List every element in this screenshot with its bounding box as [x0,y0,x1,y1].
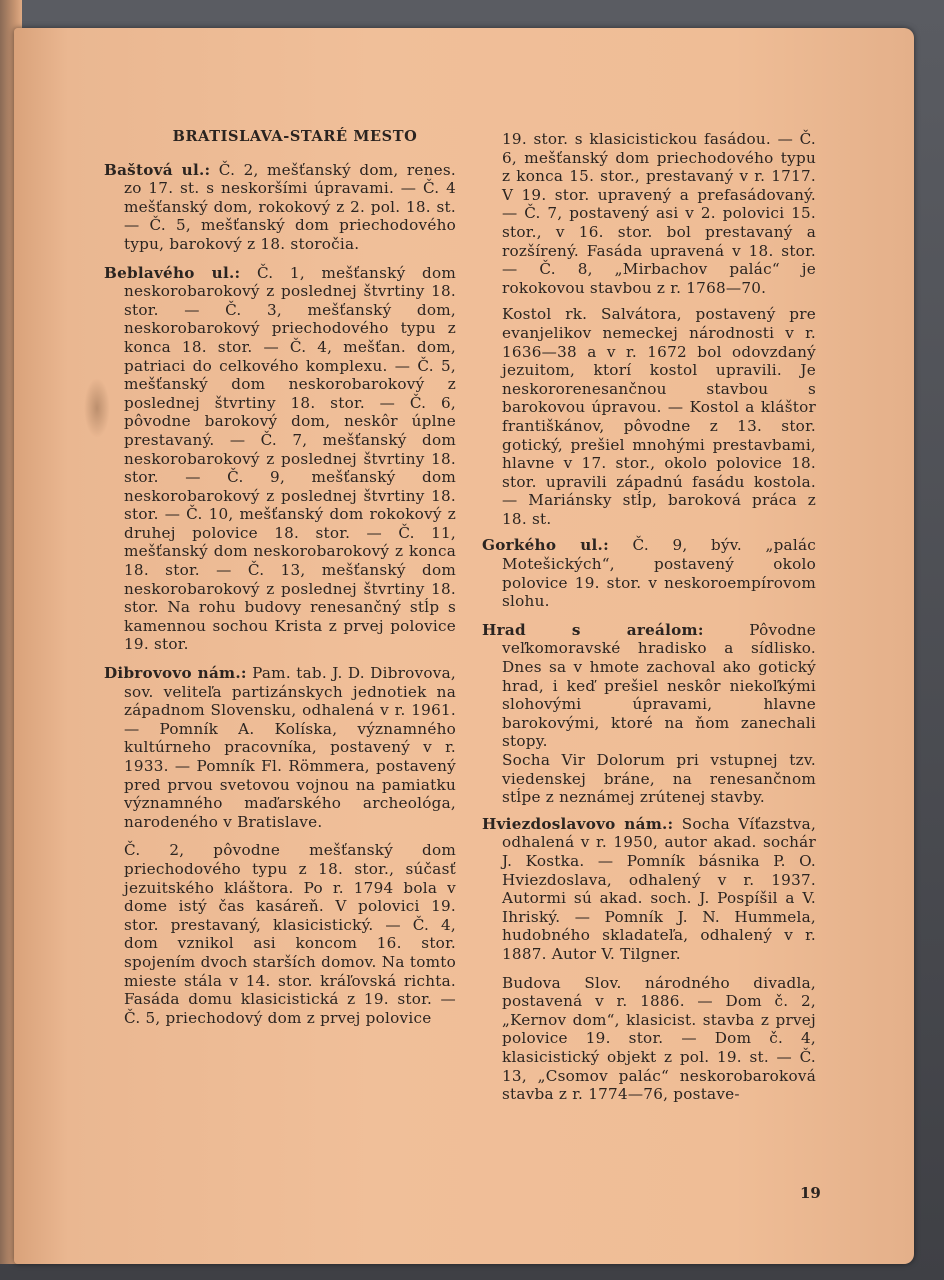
entry-hrad [482,621,816,751]
entry-term: Beblavého ul.: [104,263,241,282]
entry-hviezdoslavovo [482,815,816,964]
entry-text: Socha Víťazstva, odhalená v r. 1950, autor akad. sochár J. Kostka. — Pomník básnika P. O. Hviezdoslava, odhalený v r. 1937. Autormi sú akad. soch. J. Pospíšil a V. Ihriský. — Pomník J. N. Hummela, hudobného skladateľa, odhalený v r. 1887. Autor V. Tilgner. [502,814,817,963]
entry-bastova [104,161,456,254]
entry-paragraph: Socha Vir Dolorum pri vstupnej tzv. viedenskej bráne, na renesančnom stĺpe z neznámej zrútenej stavby. [502,751,816,807]
entry-term: Dibrovovo nám.: [104,664,247,683]
entry-term: Gorkého ul.: [482,536,609,555]
entry-paragraph: Č. 2, pôvodne mešťanský dom priechodového typu z 18. stor., súčasť jezuitského kláštora. Po r. 1794 bola v dome istý čas kasáreň. V polovici 19. stor. prestavaný, klasicistický. — Č. 4, dom vznikol asi koncom 16. stor. spojením dvoch starších domov. Na tomto mieste stála v 14. stor. kráľovská richta. Fasáda domu klasicistická z 19. stor. — Č. 5, priechodový dom z prvej polovice [124,841,456,1027]
entry-continuation: 19. stor. s klasicistickou fasádou. — Č. 6, mešťanský dom priechodového typu z konca 15. stor., prestavaný v r. 1717. V 19. stor. upravený a prefasádovaný. — Č. 7, postavený asi v 2. polovici 15. stor., v 16. stor. bol prestavaný a rozšírený. Fasáda upravená v 18. stor. — Č. 8, „Mirbachov palác“ je rokokovou stavbou z r. 1768—70. [502,130,816,297]
entry-paragraph: Budova Slov. národného divadla, postavená v r. 1886. — Dom č. 2, „Kernov dom“, klasicist. stavba z prvej polovice 19. stor. — Dom č. 4, klasicistický objekt z pol. 19. st. — Č. 13, „Csomov palác“ neskorobaroková stavba z r. 1774—76, postave- [502,973,816,1104]
right-column [482,130,816,1112]
entry-term: Baštová ul.: [104,160,211,179]
page-heading: BRATISLAVA-STARÉ MESTO [172,128,418,145]
entry-term: Hrad s areálom: [482,620,704,639]
entry-text: Pam. tab. J. D. Dibrovova, sov. veliteľa partizánskych jednotiek na západnom Slovensku, odhalená v r. 1961. — Pomník A. Kolíska, významného kultúrneho pracovníka, postavený v r. 1933. — Pomník Fl. Römmera, postavený pred prvou svetovou vojnou na pamiatku významného maďarského archeológa, narodeného v Bratislave. [124,664,457,831]
entry-paragraph: Kostol rk. Salvátora, postavený pre evanjelikov nemeckej národnosti v r. 1636—38 a v r. 1672 bol odovzdaný jezuitom, ktorí kostol upravili. Je neskororenesančnou stavbou s barokovou úpravou. — Kostol a kláštor františkánov, pôvodne z 13. stor. gotický, prešiel mnohými prestavbami, hlavne v 17. stor., okolo polovice 18. stor. upravili západnú fasádu kostola. — Mariánsky stĺp, baroková práca z 18. st. [502,305,816,528]
entry-beblaveho [104,264,456,654]
entry-text: Č. 1, mešťanský dom neskorobarokový z poslednej štvrtiny 18. stor. — Č. 3, mešťanský dom, neskorobarokový priechodového typu z konca 18. stor. — Č. 4, mešťan. dom, patriaci do celkového komplexu. — Č. 5, mešťanský dom neskorobarokový z poslednej štvrtiny 18. stor. — Č. 6, pôvodne barokový dom, neskôr úplne prestavaný. — Č. 7, mešťanský dom neskorobarokový z poslednej štvrtiny 18. stor. — Č. 9, mešťanský dom neskorobarokový z poslednej štvrtiny 18. stor. — Č. 10, mešťanský dom rokokový z druhej polovice 18. stor. — Č. 11, mešťanský dom neskorobarokový z konca 18. stor. — Č. 13, mešťanský dom neskorobarokový z poslednej štvrtiny 18. stor. Na rohu budovy renesančný stĺp s kamennou sochou Krista z prvej polovice 19. stor. [124,263,456,654]
entry-gorkeho [482,536,816,610]
entry-term: Hviezdoslavovo nám.: [482,814,674,833]
entry-text: Pôvodne veľkomoravské hradisko a sídlisko. Dnes sa v hmote zachoval ako gotický hrad, i keď prešiel neskôr niekoľkými slohovými úpravami, hlavne barokovými, ktoré na ňom zanechali stopy. [502,620,816,751]
entry-text: Č. 9, býv. „palác Motešických“, postavený okolo polovice 19. stor. v neskoroempírovom slohu. [502,536,817,611]
entry-dibrovovo [104,664,456,831]
left-column [104,128,456,1035]
entry-text: Č. 2, mešťanský dom, renes. zo 17. st. s neskoršími úpravami. — Č. 4 mešťanský dom, rokokový z 2. pol. 18. st. — Č. 5, mešťanský dom priechodového typu, barokový z 18. storočia. [124,160,456,253]
page-number: 19 [800,1184,821,1202]
